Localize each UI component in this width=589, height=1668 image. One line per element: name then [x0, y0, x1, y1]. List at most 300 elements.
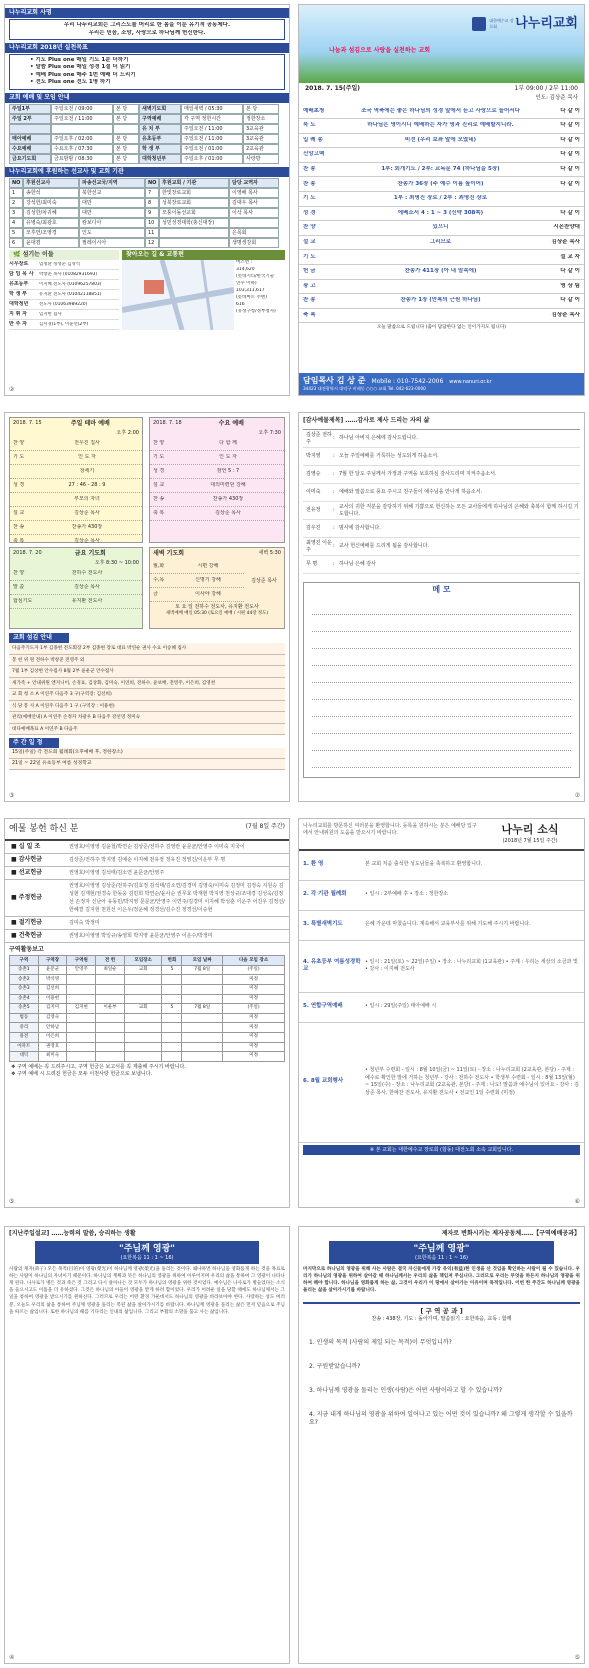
schedule-row: [9, 144, 285, 154]
group-header-cell: 구역: [10, 956, 39, 966]
website-link[interactable]: www.nanuri.or.kr: [449, 378, 492, 385]
group-cell: 김선희: [38, 985, 67, 995]
mission-cell: 10: [145, 218, 159, 228]
staff-role: 반 주 자: [9, 321, 27, 328]
mission-cell: 모후연/조영경: [23, 228, 79, 238]
friday-title: 금요 기도회: [74, 550, 106, 557]
order-item: 찬 양: [153, 439, 165, 446]
dawn-time: 새벽 5:30: [258, 550, 281, 556]
group-cell: 미정: [223, 1023, 285, 1033]
schedule-cell: 주일 2부: [9, 114, 51, 124]
offering-names: 권영호/이영영 김윤철/박연순 김상준/전하주 김영란 윤문균/안영주 이미숙 지국이: [69, 844, 245, 851]
thanks-name: 전유정: [306, 507, 321, 514]
worship-row: [299, 207, 584, 222]
worship-item: 찬 송: [303, 165, 316, 172]
group-cell: [162, 985, 182, 995]
mission-cell: 필레이시아: [79, 238, 145, 248]
group-cell: 교회: [124, 965, 162, 975]
mission-cell: 3: [9, 208, 23, 218]
location-map: [122, 260, 234, 330]
mission-header-cell: NO: [9, 178, 23, 188]
worship-row: [299, 134, 584, 149]
group-cell: 권영호: [38, 1042, 67, 1052]
schedule-cell: 수요예배: [9, 144, 51, 154]
group-cell: 김지현: [67, 1004, 96, 1014]
group-cell: [96, 1042, 125, 1052]
order-content: 다 함 께: [219, 439, 237, 446]
group-cell: [67, 1023, 96, 1033]
group-cell: [124, 1032, 162, 1042]
order-row: [150, 479, 284, 493]
order-row: [150, 437, 284, 451]
worship-content: 찬송가 1장 (만복의 근원 하나님): [400, 297, 481, 304]
worship-item: 찬 송: [303, 297, 316, 304]
group-header-cell: 다음 모임 장소: [223, 956, 285, 966]
worship-item: 축 복: [303, 311, 316, 318]
mission-cell: 캄보디아: [79, 218, 145, 228]
schedule-cell: 3교육관: [243, 124, 279, 134]
memo-line: [312, 751, 571, 768]
page-church-info: [4, 4, 290, 396]
question: 2. 구원받았습니까?: [309, 1363, 361, 1371]
order-content: 찬송가 430장: [71, 523, 103, 530]
news-label: 1. 환 영: [303, 861, 324, 868]
order-content: 인 도 자: [78, 453, 96, 460]
group-cell: 김영숙: [38, 1013, 67, 1023]
group-row: [10, 985, 285, 995]
mission-header-cell: NO: [145, 178, 159, 188]
thanks-row: [303, 538, 580, 556]
week-schedule: [9, 748, 285, 770]
order-content: 인 도 자: [219, 453, 237, 460]
worship-item: 찬 양: [303, 224, 316, 231]
qa-title: [ 구 역 공 과 ]: [420, 1307, 463, 1316]
worship-content: 에베소서 4 : 1 ~ 3 (신약 308쪽): [397, 209, 484, 216]
offering-type: ■ 주정헌금: [5, 894, 65, 902]
question: 3. 하나님께 영광을 돌리는 인생(사람)은 어떤 사람이라고 할 수 있습니까?: [309, 1387, 503, 1395]
group-cell: 박석명: [38, 975, 67, 985]
group-cell: 미정: [223, 1013, 285, 1023]
thanks-sep: :: [333, 435, 335, 442]
group-cell: [162, 1023, 182, 1033]
map-heading: 찾아오는 길 & 교통편: [122, 250, 285, 260]
schedule-row: [9, 154, 285, 164]
page-number: ⑤: [574, 1653, 580, 1661]
goal-item: • 예배 Plus one 매주 1번 예배 더 드리기: [30, 71, 136, 78]
schedule-cell: 정한장소: [243, 114, 279, 124]
wednesday-date: 2018. 7. 18: [153, 420, 182, 426]
group-cell: 미정: [223, 994, 285, 1004]
mission-cell: 성북장로교회: [159, 198, 229, 208]
mission-cell: 김대우 목사: [229, 198, 279, 208]
sunday-date: 2018. 7. 15: [13, 420, 42, 426]
worship-row: [299, 119, 584, 134]
worship-leader: 영 상 팀: [560, 282, 580, 289]
thanks-sep: :: [333, 507, 335, 514]
news-date: (2018년 7월 15일 주간): [502, 837, 558, 844]
group-row: [10, 1013, 285, 1023]
group-row: [10, 975, 285, 985]
order-item: 성 경: [153, 467, 165, 474]
group-cell: (주일): [223, 1004, 285, 1014]
schedule-cell: [9, 124, 51, 134]
group-cell: 교회: [124, 1004, 162, 1014]
offering-row: [5, 917, 289, 930]
worship-item: 헌 금: [303, 268, 316, 275]
group-cell: 이용현: [38, 994, 67, 1004]
mission-cell: [159, 228, 229, 238]
group-cell: 미정: [223, 1042, 285, 1052]
news-row: [299, 881, 584, 911]
mission-cell: 5: [9, 228, 23, 238]
schedule-cell: 수요오후 / 07:30: [51, 144, 113, 154]
offering-date: (7월 8일 주간): [245, 823, 285, 830]
order-content: 이사야 강해: [195, 591, 221, 598]
group-cell: 법동: [10, 1013, 39, 1023]
bus-line: (롯데마트 주변): [236, 294, 268, 300]
schedule-cell: 2교육관: [243, 144, 279, 154]
vision-line-1: 우리 나누리교회는 그리스도를 머리로 한 몸을 이룬 유기적 공동체다.: [63, 22, 231, 29]
order-content: 찬송가 430장: [212, 495, 244, 502]
mission-cell: 한빛장로교회: [159, 188, 229, 198]
sermon-body: 사람의 제자(弟子) 모든 목적(目的)이 영광(榮光)이 하나님께 영광(榮光)을 돌리는 것이다. 왜냐하면 하나님을 영화롭게 하는 것을 목표로 하는 사람이 하나님의 자녀이기 때문이다. 하나님의 계획과 뜻은 하나님의 영광을 위하여 이루어지며 우리의 삶을 통하여 그 영광이 나타나게 된다. 나사로가 병든 것과 죽은 것 그리고 다시 살아나는 것 모두가 하나님의 영광을 위한 것이었다. 예수님은 나사로가 병들었다는 소식을 들으시고도 이틀을 더 유하셨다. 그것은 하나님의 아들이 영광을 받게 하려 함이었다. 우리가 어려운 일을 당할 때에도 하나님께서는 그 일을 통하여 영광을 받으시기를 원하신다. 그러므로 우리는 어떤 환경 가운데서도 하나님의 영광을 바라보아야 한다. 사랑하는 성도 여러분, 오늘도 우리의 삶을 통하여 주님께 영광을 돌리는 복된 삶을 살아가시기를 바랍니다. 하나님께 영광을 돌리는 삶은 먼저 믿음으로 주님을 따르는 삶입니다. 또한 하나님의 때를 기다리는 인내의 삶입니다. 그리고 부활의 소망을 품고 사는 삶입니다.: [9, 1266, 285, 1315]
news-text: • 청년부 수련회 - 일시 : 8월 10일(금) ~ 11일(토) - 장소 : 나누리교회 (2교육관, 본당) - 주제 : 예수로 확인한 발에 거하는 청년부 - 강사 : 전하수 전도사 • 학생부 수련회 - 일시 : 8월 13일(월) ~ 15일(수) - 장소 : 나누리교회 (2교육관, 본당) - 주제 : 나도! 말씀과 예수님이 있어요 - 강사 : 김상준 목사, 한예찬 전도사, 유지환 전도사 • 전교인 1일 수련회 (미정): [365, 1067, 579, 1096]
group-header-cell: 구역장: [38, 956, 67, 966]
thanks-text: 오늘 주일예배를 거룩하는 성도되게 하옵소서.: [339, 453, 439, 460]
schedule-row: [9, 124, 285, 134]
wednesday-panel: [149, 417, 285, 543]
week-heading: 주 간 일 정: [9, 738, 59, 748]
goal-item: • 기도 Plus one 매일 기도 1분 더하기: [30, 57, 129, 64]
church-marker-icon: [144, 280, 164, 294]
thanks-sep: :: [333, 525, 335, 532]
news-text: 본 교회 처음 출석한 성도님들을 축복하고 환영합니다.: [365, 861, 483, 868]
thanks-row: [303, 430, 580, 448]
group-cell: [124, 1023, 162, 1033]
order-item: 성 경: [13, 481, 25, 488]
bus-line: 103,311,617: [236, 287, 265, 293]
vision-box: [9, 19, 285, 40]
group-cell: [162, 994, 182, 1004]
worship-content: 1부 : 최명진 장로 / 2부 : 최명진 장로: [393, 195, 488, 202]
worship-row: [299, 309, 584, 324]
thanks-text: 7월 한 달도 주님께서 가정과 구역을 보호하심 감사드리며 지켜주옵소서.: [339, 471, 497, 478]
staff-row: [9, 300, 119, 310]
staff-name: 전도사 (01063989220): [39, 301, 88, 307]
offering-names: 김미숙 박정미: [69, 920, 100, 927]
order-item: 찬 송: [153, 495, 165, 502]
memo-line: [312, 717, 571, 734]
thanks-row: [303, 466, 580, 484]
order-item: 설 교: [13, 509, 25, 516]
mission-cell: 2: [9, 198, 23, 208]
church-header: [299, 5, 584, 83]
serve-row: 대다예배목표 A 이연주 B 다음주: [9, 724, 285, 736]
memo-line: [312, 615, 571, 632]
mission-cell: 모퉁이돌선교회: [159, 208, 229, 218]
thanks-name: 이미숙: [306, 489, 321, 496]
serve-row: 새가족 + 안내위원 엔지니어, 손경표, 김상화, 김미숙, 이연희, 전하수, 윤보배, 전영주, 이은희, 김영천: [9, 678, 285, 690]
schedule-cell: 대학청년부: [139, 154, 181, 164]
group-cell: 안영주: [67, 965, 96, 975]
order-content: 신명기 강해: [195, 577, 221, 584]
order-item: 기 도: [153, 453, 165, 460]
group-cell: [67, 1042, 96, 1052]
worship-item: 설 교: [303, 238, 316, 245]
offering-names: 권영호/이영영 김석태/김소연 윤문균/안영주: [69, 870, 165, 877]
order-content: 창세기: [79, 467, 95, 474]
news-text: • 일시 : 2부예배 후 • 장소 : 정한장소: [365, 891, 449, 898]
group-cell: 미정: [223, 985, 285, 995]
staff-name: 이지혜 전도사 (01096257803): [39, 281, 102, 287]
order-item: 합심기도: [13, 597, 33, 604]
worship-content: 있으니: [432, 224, 449, 231]
group-cell: [182, 975, 223, 985]
serve-section: [9, 633, 285, 770]
order-item: 말 씀: [13, 583, 25, 590]
schedule-cell: 새벽기도회: [139, 104, 181, 114]
lesson-body: 마지막으로 하나님의 영광을 위해 사는 사람은 결국 자신들에게 가장 유익(有益)한 인생을 산 것임을 확인하는 사람이 될 수 있습니다. 우리가 하나님의 영광을 위하여 살아갈 때 하나님께서는 우리의 삶을 책임져 주십니다. 그러므로 우리는 무엇을 하든지 하나님의 영광을 위하여 해야 합니다. 하나님을 영화롭게 하는 삶, 그것이 우리가 이 땅에서 살아가는 이유이며 목적입니다. 이번 한 주간도 하나님께 영광을 돌리는 삶을 살아가시기를 바랍니다.: [303, 1266, 580, 1294]
worship-leader: 다 같 이: [560, 122, 580, 129]
thanks-sep: :: [333, 453, 335, 460]
group-cell: [96, 1052, 125, 1062]
serve-row: 식 당 봉 사 A 이연주 다음주 1 구 (구역장 : 이용현): [9, 701, 285, 713]
group-cell: [162, 1042, 182, 1052]
mission-cell: 유병숙/최광호: [23, 218, 79, 228]
service-leader: 인도: 김상준 목사: [535, 95, 578, 102]
group-cell: 송촌1: [10, 965, 39, 975]
worship-row: [299, 280, 584, 295]
order-content: 유지환 전도사: [71, 597, 103, 604]
group-cell: 송촌2: [10, 975, 39, 985]
thanks-name: 김우진: [306, 525, 321, 532]
staff-row: [9, 260, 119, 270]
group-cell: [182, 1013, 223, 1023]
group-cell: 송촌4: [10, 994, 39, 1004]
sunday-theme-panel: [9, 417, 143, 543]
schedule-cell: 주일오전 / 11:00: [51, 114, 113, 124]
question: 4. 지금 내게 하나님의 영광을 위하여 일어나고 있는 어떤 것이 있습니까? 왜 그렇게 생각할 수 있을까요?: [309, 1411, 573, 1427]
wednesday-title: 수요 예배: [218, 420, 244, 427]
schedule-cell: 본 당: [113, 114, 139, 124]
order-item: 축 복: [13, 537, 25, 544]
mission-header-row: [9, 178, 285, 188]
page-worship-order: [298, 4, 585, 396]
offering-title: 예물 봉헌 하신 분: [9, 824, 79, 834]
page-number: ⑦: [574, 791, 580, 799]
news-label: 6. 8월 교회행사: [303, 1078, 344, 1085]
lesson-scripture: (요한복음 11 : 1 ~ 16): [415, 1255, 468, 1262]
worship-row: [299, 221, 584, 236]
schedule-cell: 본 당: [113, 144, 139, 154]
group-cell: 7월 8일: [182, 1004, 223, 1014]
sermon-title: "주님께 영광": [119, 1244, 175, 1255]
thanks-row: [303, 556, 580, 574]
group-cell: [182, 1023, 223, 1033]
group-cell: 윤문균: [38, 965, 67, 975]
staff-role: 유초등부: [9, 281, 29, 288]
schedule-row: [9, 114, 285, 124]
group-header-cell: 구역원: [67, 956, 96, 966]
staff-section: [9, 250, 119, 330]
mission-cell: 인도: [79, 228, 145, 238]
group-notes: ❖ 구역 예배는 꼭 드려주시고, 구역 헌금은 보고서를 꼭 제출해 주시기 바랍니다. ❖ 구역 예배 시 드려진 헌금은 모두 이천사랑 헌금으로 보냅니다.: [11, 1063, 186, 1077]
worship-content: 찬송가 36장 (주 예수 이름 높이어): [397, 180, 484, 187]
week-row: 21일 ~ 22일 유초등부 여름 성경학교: [9, 759, 285, 770]
sermon-scripture: (요한복음 11 : 1 ~ 16): [120, 1255, 174, 1262]
news-title: 나누리 소식: [501, 823, 559, 836]
worship-row: [299, 294, 584, 309]
mission-cell: 생명생강회: [229, 238, 279, 248]
group-cell: [67, 1052, 96, 1062]
news-row: [299, 993, 584, 1023]
worship-row: [299, 236, 584, 251]
order-item: 금: [153, 591, 158, 598]
order-item: 설 교: [153, 481, 165, 488]
mission-cell: 9: [145, 208, 159, 218]
worship-item: 광 고: [303, 282, 316, 289]
worship-item: 기 도: [303, 195, 316, 202]
worship-row: [299, 250, 584, 265]
mission-heading: 나누리교회에 후원하는 선교사 및 교회 기관: [5, 167, 289, 177]
page-number: ⑥: [574, 1197, 580, 1205]
group-cell: [182, 994, 223, 1004]
goals-heading: 나누리교회 2018년 실천목표: [5, 43, 289, 53]
worship-leader: 다 같 이: [560, 180, 580, 187]
order-row: [150, 574, 244, 588]
news-text: • 일시 : 21일(토) ~ 22일(주일) • 장소 : 나누리교회 (1교육관) • 주제 : 우리는 세상의 소금과 빛 • 강사 : 이지혜 전도사: [365, 958, 578, 973]
worship-item: 묵 도: [303, 122, 316, 129]
group-row: [10, 1032, 285, 1042]
serve-table: [9, 643, 285, 735]
news-list: [299, 851, 584, 1143]
group-cell: 5: [162, 1004, 182, 1014]
staff-row: [9, 280, 119, 290]
news-label: 5. 연합구역예배: [303, 1003, 343, 1010]
schedule-cell: 태아예배: [9, 134, 51, 144]
map-section: [122, 250, 285, 330]
schedule-cell: 주일오전 / 11:00: [181, 134, 243, 144]
schedule-cell: 사랑방: [243, 154, 279, 164]
mission-cell: 대만: [79, 198, 145, 208]
worship-content: 그리므로: [429, 238, 452, 245]
worship-leader: 설 교 자: [560, 253, 580, 260]
offering-row: [5, 854, 289, 867]
offering-type: ■ 선교헌금: [5, 869, 65, 877]
church-name: 나누리교회: [515, 16, 578, 31]
mission-cell: 송한석: [23, 188, 79, 198]
thanks-title: [감사예물제목] ……감사로 제사 드리는 자의 삶: [303, 417, 430, 424]
memo-title: 메 모: [432, 585, 451, 595]
order-content: 전하수 전도사: [71, 569, 103, 576]
sunday-title: 주일 테마 예배: [70, 420, 110, 427]
thanks-row: [303, 448, 580, 466]
mission-header-cell: 파송선교국/지역: [79, 178, 145, 188]
memo-line: [312, 683, 571, 700]
goals-box: [9, 54, 285, 90]
thanks-text: 하나님 아버지 은혜에 감사드립니다.: [339, 435, 418, 442]
group-cell: [182, 1052, 223, 1062]
group-row: [10, 1052, 285, 1062]
news-row: [299, 941, 584, 993]
serve-row: 7월 1부 김상현 안수집사 8월 2부 윤운군 안수집사: [9, 666, 285, 678]
group-cell: (주일): [223, 965, 285, 975]
offering-type: ■ 건축헌금: [5, 932, 65, 940]
order-row: [150, 493, 284, 507]
lesson-heading: 제자로 변화시키는 제자공동체……【구역예배공과】: [441, 1230, 580, 1237]
worship-row: [299, 192, 584, 207]
group-cell: 안하남: [38, 1023, 67, 1033]
group-header-cell: 헌회: [162, 956, 182, 966]
bus-line: (롯데시티/한국기술: [236, 273, 275, 279]
memo-line: [312, 598, 571, 615]
group-cell: [124, 985, 162, 995]
group-row: [10, 1004, 285, 1014]
offering-row: [5, 880, 289, 917]
mission-cell: 1: [9, 188, 23, 198]
order-item: 찬 양: [13, 439, 25, 446]
serve-row: 다음주기도자 1부 김종현 전도회장 2부 김종현 장로 대표 박연순 권사 수요 이승혜 집사: [9, 643, 285, 655]
staff-row: [9, 270, 119, 280]
sunday-order: [10, 437, 142, 549]
worship-leader: 다 같 이: [560, 107, 580, 114]
news-row: [299, 851, 584, 881]
staff-role: 지 휘 자: [9, 311, 27, 318]
qa-section: [303, 1302, 580, 1427]
offering-type: ■ 감사헌금: [5, 856, 65, 864]
group-cell: [67, 975, 96, 985]
offering-type: ■ 절기헌금: [5, 919, 65, 927]
group-cell: [96, 1032, 125, 1042]
schedule-row: [9, 104, 285, 114]
page-offerings: [4, 818, 290, 1208]
news-intro: 나누리교회를 방문하신 여러분을 환영합니다. 등록을 원하시는 분은 예배당 입구에서 안내위원의 도움을 받으시기 바랍니다.: [303, 823, 477, 836]
thanks-row: [303, 520, 580, 538]
order-row: [10, 595, 142, 609]
worship-content: 비전 (우리 보좌 앞에 모였네): [404, 136, 477, 143]
worship-leader: 시온찬양대: [553, 224, 580, 231]
order-item: 월,화: [153, 563, 165, 570]
group-cell: [67, 985, 96, 995]
order-content: 김상준 목사: [74, 509, 100, 516]
thanks-name: 김상준 전하주: [306, 431, 332, 445]
group-cell: 송촌5: [10, 1004, 39, 1014]
worship-content: 찬송가 411장 (아 내 맘속에): [404, 268, 477, 275]
friday-order: [10, 567, 142, 609]
serve-row: 교 회 청 소 A 이연주 다음주 3 구(구역장: 김선희): [9, 689, 285, 701]
worship-item: 성 경: [303, 209, 316, 216]
staff-name: 박창준 목사 (01082931693): [39, 271, 98, 277]
thanks-name: 김영승: [306, 471, 321, 478]
worship-leader: 다 같 이: [560, 268, 580, 275]
group-cell: [124, 1052, 162, 1062]
worship-content: 1부: 회개기도 / 2부: 교독문 74 (하나님을 5장): [381, 165, 500, 172]
memo-line: [312, 632, 571, 649]
group-cell: [124, 994, 162, 1004]
worship-row: [299, 265, 584, 280]
mission-cell: 윤대겸: [23, 238, 79, 248]
news-row: [299, 1023, 584, 1143]
worship-content: 하나님은 영이시니 예배하는 자가 영과 진리로 예배할지니라.: [367, 122, 514, 129]
page-number: ③: [9, 791, 15, 799]
worship-item: 입 례 송: [303, 136, 323, 143]
memo-line: [312, 734, 571, 751]
worship-leader: 다 같 이: [560, 209, 580, 216]
thanks-row: [303, 502, 580, 520]
order-content: 부모의 자녀: [74, 495, 100, 502]
worship-row: [299, 105, 584, 120]
page-news: [298, 818, 585, 1208]
